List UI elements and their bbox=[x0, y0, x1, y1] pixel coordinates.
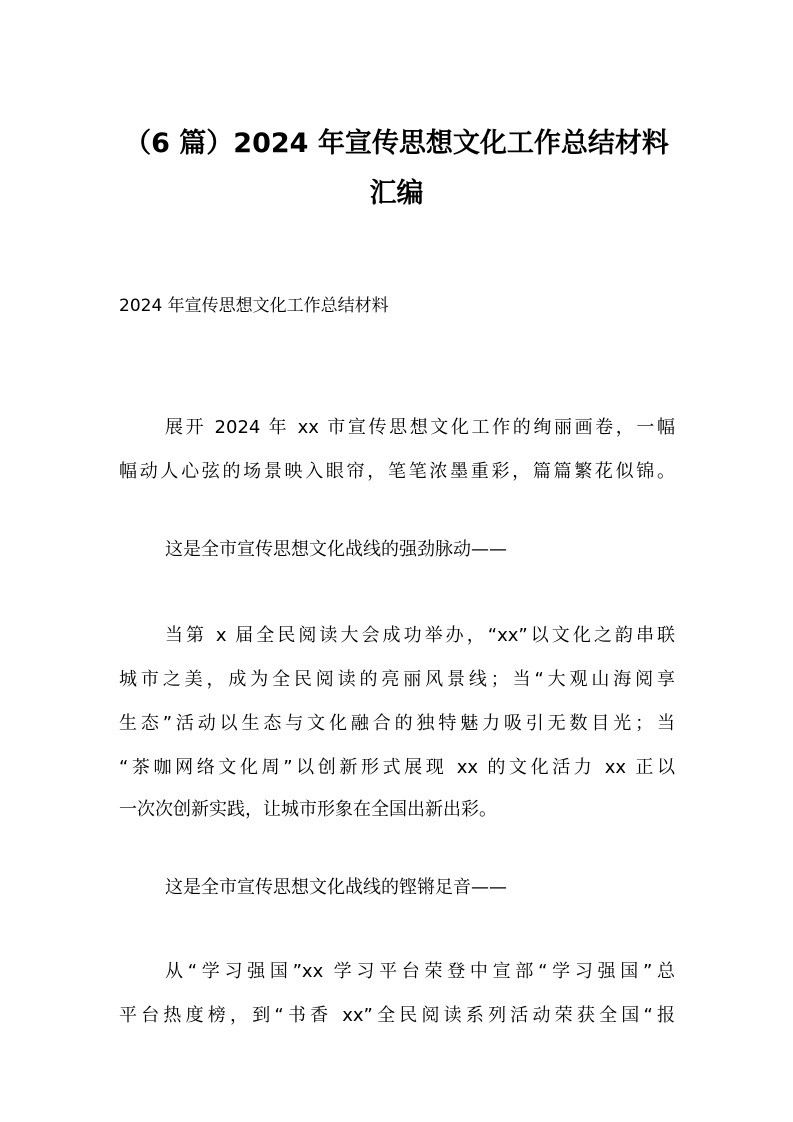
paragraph-3-line-1: 当第 x 届全民阅读大会成功举办，“xx”以文化之韵串联 bbox=[165, 625, 675, 646]
document-title-line-1: （6 篇）2024 年宣传思想文化工作总结材料 bbox=[124, 128, 669, 159]
paragraph-3-line-2: 城市之美，成为全民阅读的亮丽风景线；当“大观山海阅享 bbox=[119, 669, 675, 690]
paragraph-2-line-1: 这是全市宣传思想文化战线的强劲脉动—— bbox=[165, 539, 507, 560]
paragraph-1-line-2: 幅动人心弦的场景映入眼帘，笔笔浓墨重彩，篇篇繁花似锦。 bbox=[119, 461, 675, 482]
paragraph-3-line-4: “茶咖网络文化周”以创新形式展现 xx 的文化活力 xx 正以 bbox=[119, 757, 675, 778]
section-heading: 2024 年宣传思想文化工作总结材料 bbox=[119, 296, 389, 316]
paragraph-1-line-1: 展开 2024 年 xx 市宣传思想文化工作的绚丽画卷，一幅 bbox=[165, 417, 675, 438]
paragraph-4-line-1: 这是全市宣传思想文化战线的铿锵足音—— bbox=[165, 877, 507, 898]
paragraph-3-line-5: 一次次创新实践，让城市形象在全国出新出彩。 bbox=[119, 799, 497, 820]
document-title-line-2: 汇编 bbox=[369, 178, 424, 209]
paragraph-5-line-2: 平台热度榜，到“书香 xx”全民阅读系列活动荣获全国“报 bbox=[119, 1005, 675, 1026]
paragraph-5-line-1: 从“学习强国”xx 学习平台荣登中宣部“学习强国”总 bbox=[165, 961, 675, 982]
paragraph-3-line-3: 生态”活动以生态与文化融合的独特魅力吸引无数目光；当 bbox=[119, 713, 675, 734]
